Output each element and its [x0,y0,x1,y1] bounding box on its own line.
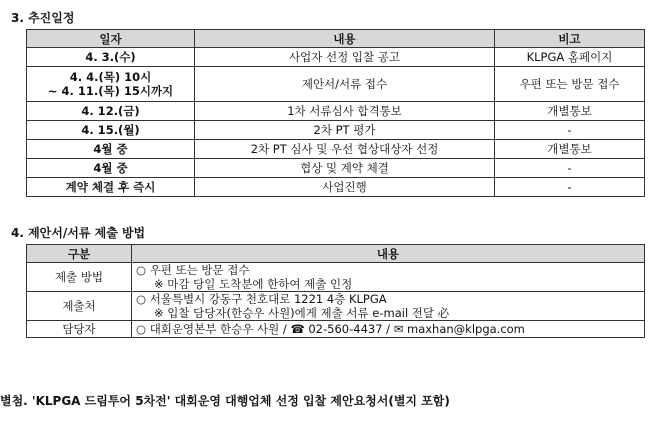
row-date [27,67,195,102]
row-line1: ○ 우편 또는 방문 접수 [136,263,250,277]
header-content: 내용 [195,30,495,48]
row-date-line2: ~ 4. 11.(목) 15시까지 [47,84,174,98]
section4-title: 4. 제안서/서류 제출 방법 [11,226,146,240]
row-content: 제안서/서류 접수 [195,67,495,102]
row-content: 협상 및 계약 체결 [195,159,495,178]
table-row [27,48,645,67]
schedule-header-row [27,30,645,48]
header-category: 구분 [27,245,132,263]
row-note: - [495,178,645,197]
table-row [27,67,645,102]
table-row [27,292,645,321]
row-note: 우편 또는 방문 접수 [495,67,645,102]
row-content [132,292,645,321]
attachment-note: 별첨. 'KLPGA 드림투어 5차전' 대회운영 대행업체 선정 입찰 제안요청서(별지 포함) [0,394,450,408]
row-content: 2차 PT 심사 및 우선 협상대상자 선정 [195,140,495,159]
table-row [27,159,645,178]
header-note: 비고 [495,30,645,48]
row-note: 개별통보 [495,140,645,159]
row-note: KLPGA 홈페이지 [495,48,645,67]
row-line2: ※ 마감 당일 도착분에 한하여 제출 인정 [154,277,353,291]
row-note: - [495,159,645,178]
schedule-table [26,29,645,197]
table-row [27,178,645,197]
row-label: 제출 방법 [27,263,132,292]
row-date: 계약 체결 후 즉시 [27,178,195,197]
row-date: 4. 15.(월) [27,121,195,140]
row-label: 담당자 [27,321,132,338]
table-row [27,121,645,140]
submission-table [26,244,645,338]
table-row [27,263,645,292]
row-date-line1: 4. 4.(목) 10시 [69,70,152,84]
row-line1: ○ 서울특별시 강동구 천호대로 1221 4층 KLPGA [136,292,387,306]
table-row [27,140,645,159]
row-date: 4월 중 [27,140,195,159]
row-date: 4. 12.(금) [27,102,195,121]
row-line2: ※ 입찰 담당자(한승우 사원)에게 제출 서류 e-mail 전달 必 [154,306,450,320]
submission-header-row [27,245,645,263]
row-note: 개별통보 [495,102,645,121]
row-note: - [495,121,645,140]
header-date: 일자 [27,30,195,48]
section3-title: 3. 추진일정 [11,11,75,25]
row-label: 제출처 [27,292,132,321]
row-content [132,263,645,292]
row-content: ○ 대회운영본부 한승우 사원 / ☎ 02-560-4437 / ✉ maxhan@klpga.com [132,321,645,338]
row-content: 사업진행 [195,178,495,197]
table-row [27,102,645,121]
row-content: 1차 서류심사 합격통보 [195,102,495,121]
row-date: 4. 3.(수) [27,48,195,67]
row-date: 4월 중 [27,159,195,178]
table-row [27,321,645,338]
row-content: 2차 PT 평가 [195,121,495,140]
row-content: 사업자 선정 입찰 공고 [195,48,495,67]
header-content: 내용 [132,245,645,263]
